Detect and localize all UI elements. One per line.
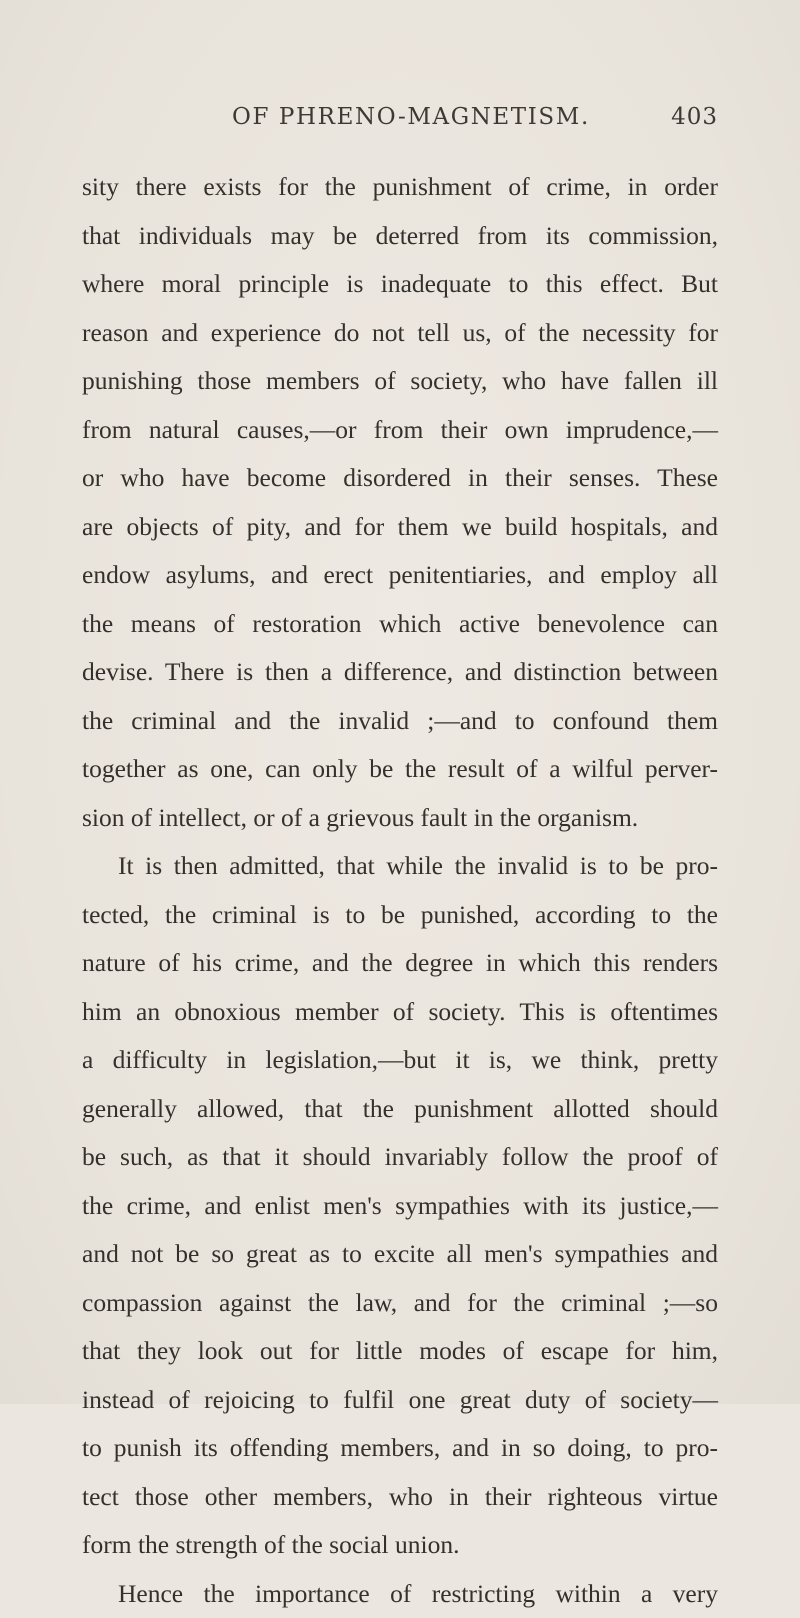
text-line: devise. There is then a difference, and distinction between — [82, 648, 718, 697]
running-head — [0, 104, 800, 140]
text-line: where moral principle is inadequate to this effect. But — [82, 260, 718, 309]
text-line: tect those other members, who in their righteous virtue — [82, 1473, 718, 1522]
text-line: together as one, can only be the result of a wilful perver- — [82, 745, 718, 794]
text-line: are objects of pity, and for them we build hospitals, and — [82, 503, 718, 552]
text-line: the crime, and enlist men's sympathies with its justice,— — [82, 1182, 718, 1231]
text-line: him an obnoxious member of society. This is oftentimes — [82, 988, 718, 1037]
text-line: Hence the importance of restricting within a very — [82, 1570, 718, 1618]
text-line: instead of rejoicing to fulfil one great duty of society— — [82, 1376, 718, 1425]
text-line: reason and experience do not tell us, of the necessity for — [82, 309, 718, 358]
page-number: 403 — [671, 104, 718, 130]
text-line: It is then admitted, that while the invalid is to be pro- — [82, 842, 718, 891]
text-line: and not be so great as to excite all men's sympathies and — [82, 1230, 718, 1279]
text-line: that individuals may be deterred from its commission, — [82, 212, 718, 261]
text-line: generally allowed, that the punishment allotted should — [82, 1085, 718, 1134]
text-line: punishing those members of society, who have fallen ill — [82, 357, 718, 406]
text-line: from natural causes,—or from their own imprudence,— — [82, 406, 718, 455]
text-line: be such, as that it should invariably follow the proof of — [82, 1133, 718, 1182]
text-line: or who have become disordered in their senses. These — [82, 454, 718, 503]
text-line: sity there exists for the punishment of crime, in order — [82, 163, 718, 212]
text-line: endow asylums, and erect penitentiaries, and employ all — [82, 551, 718, 600]
body-text — [82, 163, 718, 1618]
text-line: the criminal and the invalid ;—and to confound them — [82, 697, 718, 746]
text-line: that they look out for little modes of escape for him, — [82, 1327, 718, 1376]
text-line: the means of restoration which active benevolence can — [82, 600, 718, 649]
running-head-title: OF PHRENO-MAGNETISM. — [232, 104, 590, 130]
text-line: to punish its offending members, and in so doing, to pro- — [82, 1424, 718, 1473]
text-line: tected, the criminal is to be punished, according to the — [82, 891, 718, 940]
text-line: sion of intellect, or of a grievous fault in the organism. — [82, 794, 718, 843]
text-line: a difficulty in legislation,—but it is, we think, pretty — [82, 1036, 718, 1085]
text-line: compassion against the law, and for the criminal ;—so — [82, 1279, 718, 1328]
text-line: form the strength of the social union. — [82, 1521, 718, 1570]
text-line: nature of his crime, and the degree in which this renders — [82, 939, 718, 988]
